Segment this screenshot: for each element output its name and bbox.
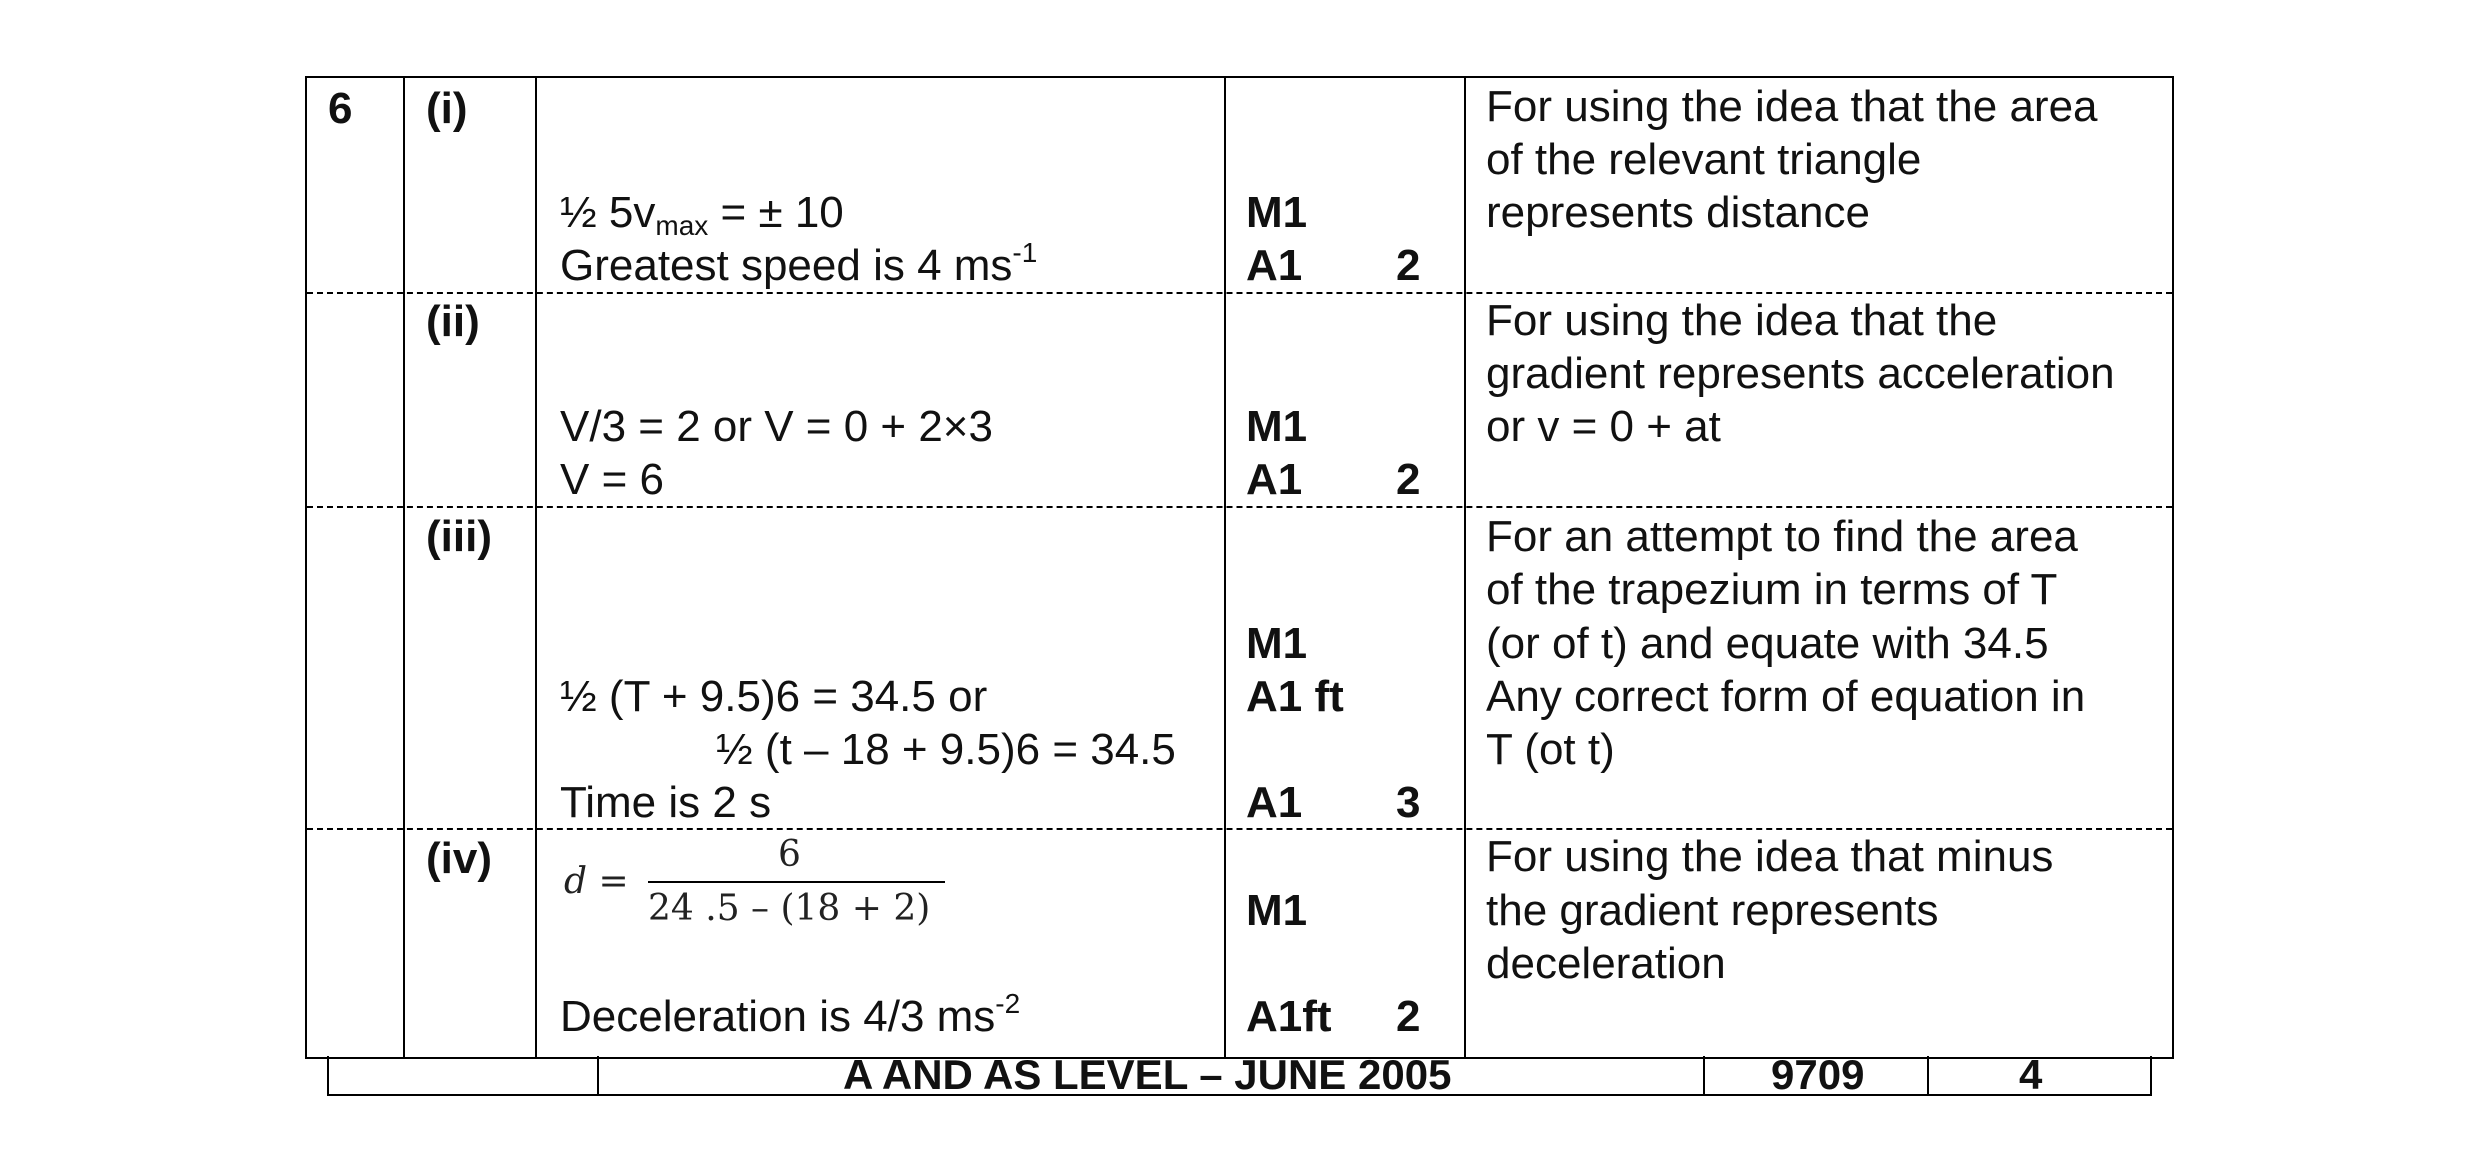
working-line: ½ (t – 18 + 9.5)6 = 34.5	[716, 725, 1176, 774]
mark-code: A1	[1246, 455, 1303, 504]
mark-total: 3	[1396, 778, 1421, 827]
guidance-note: (or of t) and equate with 34.5	[1486, 619, 2049, 668]
column-divider	[1464, 78, 1466, 1057]
guidance-note: represents distance	[1486, 188, 1870, 237]
mark-code: M1	[1246, 402, 1308, 451]
footer-divider	[597, 1056, 599, 1094]
mark-code: A1	[1246, 778, 1303, 827]
mark-code: A1 ft	[1246, 672, 1344, 721]
working-line: Time is 2 s	[560, 778, 772, 827]
guidance-note: of the relevant triangle	[1486, 135, 1922, 184]
fraction-bar	[648, 881, 945, 883]
part-label: (i)	[426, 84, 468, 133]
guidance-note: For using the idea that the area	[1486, 82, 2098, 131]
fraction-numerator: 6	[778, 834, 801, 875]
column-divider	[403, 78, 405, 1057]
guidance-note: For an attempt to find the area	[1486, 512, 2078, 561]
guidance-note: T (ot t)	[1486, 725, 1615, 774]
mark-code: M1	[1246, 188, 1308, 237]
footer-title: A AND AS LEVEL – JUNE 2005	[843, 1051, 1452, 1098]
part-label: (ii)	[426, 297, 480, 346]
guidance-note: deceleration	[1486, 939, 1726, 988]
working-line: V/3 = 2 or V = 0 + 2×3	[560, 402, 993, 451]
part-label: (iv)	[426, 834, 492, 883]
question-number: 6	[328, 84, 353, 133]
working-line: Greatest speed is 4 $ms^{-1}$	[560, 237, 1038, 290]
column-divider	[1224, 78, 1226, 1057]
page-footer	[327, 1051, 2152, 1098]
working-line: ½ $5v_{max}$ = ± 10	[560, 188, 844, 241]
column-divider	[535, 78, 537, 1057]
mark-code: M1	[1246, 886, 1308, 935]
mark-total: 2	[1396, 241, 1421, 290]
mark-code: M1	[1246, 619, 1308, 668]
footer-divider	[1927, 1056, 1929, 1094]
mark-total: 2	[1396, 455, 1421, 504]
working-line: ½ (T + 9.5)6 = 34.5 or	[560, 672, 988, 721]
working-line: V = 6	[560, 455, 664, 504]
guidance-note: or v = 0 + at	[1486, 402, 1721, 451]
guidance-note: gradient represents acceleration	[1486, 349, 2115, 398]
guidance-note: of the trapezium in terms of T	[1486, 565, 2058, 614]
mark-code: A1	[1246, 241, 1303, 290]
guidance-note: For using the idea that minus	[1486, 832, 2054, 881]
guidance-note: Any correct form of equation in	[1486, 672, 2086, 721]
row-divider	[307, 506, 2172, 508]
part-label: (iii)	[426, 512, 492, 561]
mark-code: A1ft	[1246, 992, 1332, 1041]
mark-total: 2	[1396, 992, 1421, 1041]
footer-syllabus: 9709	[1771, 1051, 1865, 1098]
fraction-lhs: d =	[564, 861, 629, 902]
footer-divider	[1703, 1056, 1705, 1094]
fraction-denominator: 24 .5 – (18 + 2)	[648, 888, 931, 929]
guidance-note: For using the idea that the	[1486, 296, 1998, 345]
working-line: Deceleration is 4/3 $ms^{-2}$	[560, 988, 1021, 1041]
guidance-note: the gradient represents	[1486, 886, 1939, 935]
footer-paper: 4	[2019, 1051, 2043, 1098]
